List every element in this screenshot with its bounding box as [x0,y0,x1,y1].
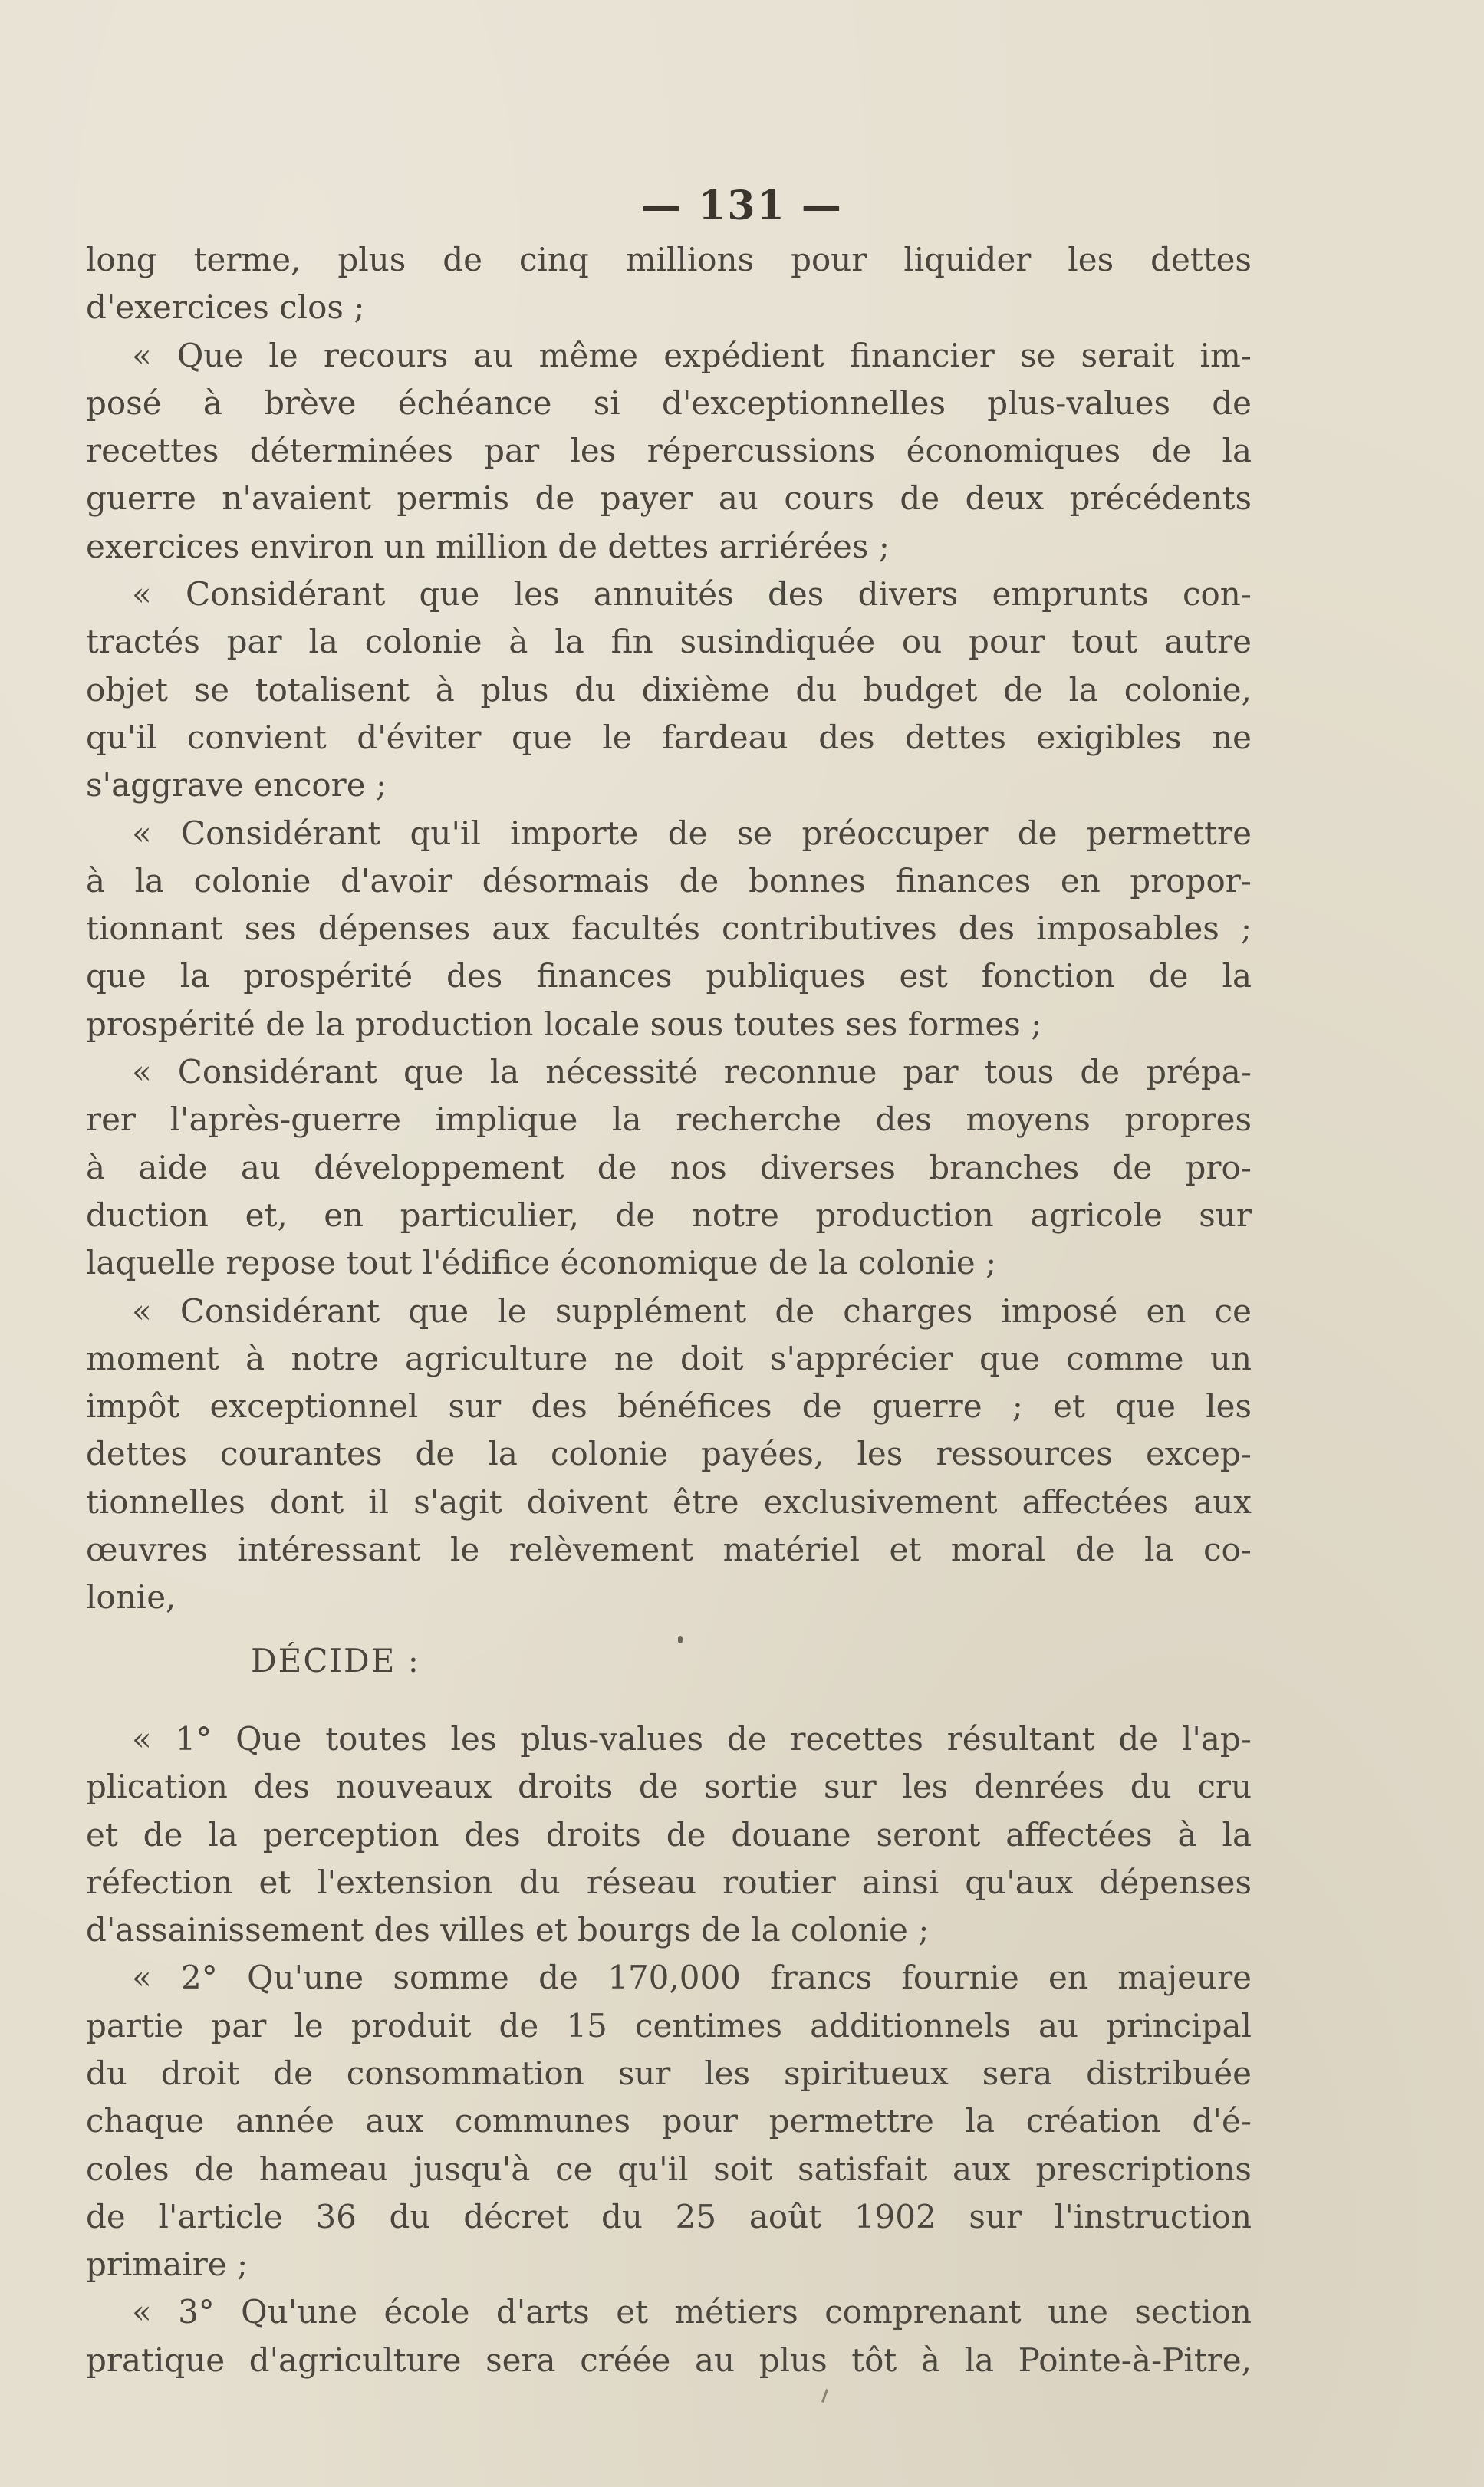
text-line: tionnant ses dépenses aux facultés contributives des imposables ; [86,910,1252,948]
page-number: — 131 — [641,183,843,229]
text-line: « Considérant que les annuités des divers emprunts con- [132,575,1252,614]
text-line: « Considérant qu'il importe de se préoccuper de permettre [132,814,1252,852]
text-line: impôt exceptionnel sur des bénéfices de guerre ; et que les [86,1387,1252,1426]
text-line: recettes déterminées par les répercussions économiques de la [86,432,1252,470]
text-line: long terme, plus de cinq millions pour liquider les dettes [86,241,1252,278]
text-line: partie par le produit de 15 centimes additionnels au principal [86,2006,1252,2045]
text-line: de l'article 36 du décret du 25 août 1902 sur l'instruction [86,2197,1252,2235]
text-line: tionnelles dont il s'agit doivent être exclusivement affectées aux [86,1482,1252,1521]
text-line: moment à notre agriculture ne doit s'apprécier que comme un [86,1339,1252,1377]
text-line: guerre n'avaient permis de payer au cours de deux précédents [86,479,1252,518]
text-line: coles de hameau jusqu'à ce qu'il soit satisfait aux prescriptions [86,2150,1252,2188]
text-line: lonie, [86,1578,176,1617]
text-line: « 2° Qu'une somme de 170,000 francs fournie en majeure [132,1959,1252,1997]
text-line: plication des nouveaux droits de sortie sur les denrées du cru [86,1768,1252,1806]
text-line: posé à brève échéance si d'exceptionnelles plus-values de [86,383,1252,422]
text-line: « Que le recours au même expédient financier se serait im- [132,336,1252,374]
text-line: exercices environ un million de dettes arriérées ; [86,527,890,565]
text-line: d'exercices clos ; [86,288,365,327]
text-line: s'aggrave encore ; [86,766,387,804]
section-heading: DÉCIDE : [251,1641,420,1679]
text-line: primaire ; [86,2245,248,2284]
text-line: « Considérant que le supplément de charges imposé en ce [132,1291,1252,1330]
text-line: duction et, en particulier, de notre production agricole sur [86,1196,1252,1234]
text-line: du droit de consommation sur les spiritueux sera distribuée [86,2054,1252,2092]
body-text [86,236,1252,2384]
text-line: objet se totalisent à plus du dixième du budget de la colonie, [86,670,1252,709]
ink-speck [678,1636,683,1643]
text-line: que la prospérité des finances publiques est fonction de la [86,957,1252,995]
text-line: réfection et l'extension du réseau routier ainsi qu'aux dépenses [86,1863,1252,1901]
text-line: œuvres intéressant le relèvement matériel et moral de la co- [86,1531,1252,1569]
text-line: chaque année aux communes pour permettre la création d'é- [86,2102,1252,2140]
text-line: rer l'après-guerre implique la recherche des moyens propres [86,1100,1252,1139]
text-line: à la colonie d'avoir désormais de bonnes finances en propor- [86,861,1252,900]
text-line: tractés par la colonie à la fin susindiquée ou pour tout autre [86,623,1252,661]
text-line: « Considérant que la nécessité reconnue par tous de prépa- [132,1053,1252,1091]
text-line: et de la perception des droits de douane seront affectées à la [86,1815,1252,1854]
text-line: qu'il convient d'éviter que le fardeau des dettes exigibles ne [86,718,1252,756]
text-line: « 1° Que toutes les plus-values de recettes résultant de l'ap- [132,1719,1252,1758]
text-line: dettes courantes de la colonie payées, les ressources excep- [86,1435,1252,1473]
text-line: pratique d'agriculture sera créée au plus tôt à la Pointe-à-Pitre, [86,2341,1252,2379]
text-line: à aide au développement de nos diverses branches de pro- [86,1148,1252,1186]
text-line: « 3° Qu'une école d'arts et métiers comprenant une section [132,2293,1252,2331]
ink-mark [821,2389,828,2403]
text-line: d'assainissement des villes et bourgs de la colonie ; [86,1911,930,1949]
text-line: laquelle repose tout l'édifice économique de la colonie ; [86,1244,997,1282]
text-line: prospérité de la production locale sous toutes ses formes ; [86,1005,1042,1043]
